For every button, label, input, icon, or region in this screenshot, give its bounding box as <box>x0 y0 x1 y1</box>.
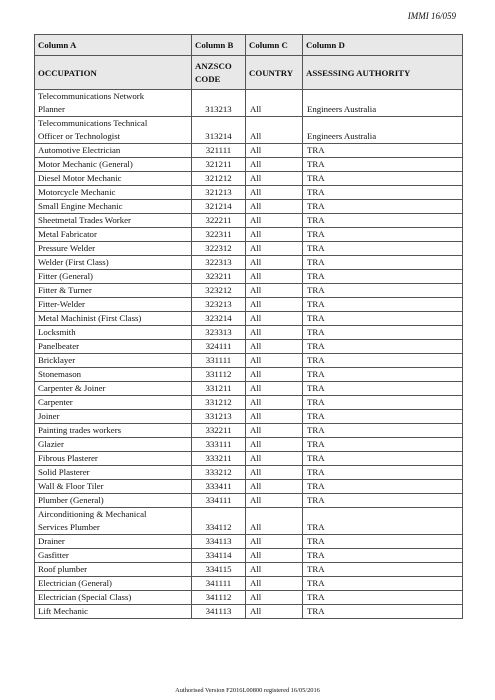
country-cell: All <box>246 368 303 382</box>
assessing-authority-cell: TRA <box>303 466 463 480</box>
occupation-line: Painting trades workers <box>38 425 122 435</box>
assessing-authority-cell: TRA <box>303 326 463 340</box>
document-reference: IMMI 16/059 <box>407 11 456 21</box>
table-row <box>35 228 463 242</box>
occupation-cell <box>35 591 192 605</box>
table-row <box>35 549 463 563</box>
country-cell: All <box>246 117 303 144</box>
authorisation-footer: Authorised Version F2016L00800 registered 16/05/2016 <box>175 687 320 694</box>
occupation-line: Planner <box>38 104 65 114</box>
occupation-line: Electrician (Special Class) <box>38 592 132 602</box>
occupation-line: Bricklayer <box>38 355 76 365</box>
occupation-cell <box>35 256 192 270</box>
country-header: COUNTRY <box>246 56 303 90</box>
country-cell: All <box>246 424 303 438</box>
anzsco-code-header-line2: CODE <box>195 73 221 84</box>
occupation-cell <box>35 326 192 340</box>
country-cell: All <box>246 577 303 591</box>
occupation-table-body <box>35 35 463 619</box>
anzsco-code-cell: 331111 <box>192 354 246 368</box>
occupation-line: Joiner <box>38 411 60 421</box>
assessing-authority-header: ASSESSING AUTHORITY <box>303 56 463 90</box>
assessing-authority-cell: TRA <box>303 438 463 452</box>
anzsco-code-cell: 334114 <box>192 549 246 563</box>
occupation-cell <box>35 214 192 228</box>
country-cell: All <box>246 172 303 186</box>
anzsco-code-cell: 333212 <box>192 466 246 480</box>
country-cell: All <box>246 438 303 452</box>
assessing-authority-cell: TRA <box>303 172 463 186</box>
occupation-cell <box>35 172 192 186</box>
country-cell: All <box>246 326 303 340</box>
occupation-cell <box>35 117 192 144</box>
occupation-line: Solid Plasterer <box>38 467 90 477</box>
anzsco-code-header-line1: ANZSCO <box>195 60 232 71</box>
table-row <box>35 90 463 117</box>
occupation-line: Roof plumber <box>38 564 88 574</box>
country-cell: All <box>246 214 303 228</box>
occupation-cell <box>35 144 192 158</box>
occupation-line: Lift Mechanic <box>38 606 89 616</box>
country-cell: All <box>246 354 303 368</box>
anzsco-code-cell: 333411 <box>192 480 246 494</box>
table-row <box>35 424 463 438</box>
table-row <box>35 284 463 298</box>
occupation-line: Carpenter & Joiner <box>38 383 106 393</box>
assessing-authority-cell: TRA <box>303 228 463 242</box>
table-row <box>35 200 463 214</box>
occupation-cell <box>35 228 192 242</box>
occupation-cell <box>35 340 192 354</box>
country-cell: All <box>246 508 303 535</box>
occupation-line: Fitter & Turner <box>38 285 92 295</box>
assessing-authority-cell: TRA <box>303 144 463 158</box>
table-row <box>35 186 463 200</box>
anzsco-code-cell: 341112 <box>192 591 246 605</box>
occupation-cell <box>35 382 192 396</box>
country-cell: All <box>246 270 303 284</box>
assessing-authority-cell: TRA <box>303 298 463 312</box>
anzsco-code-cell: 331112 <box>192 368 246 382</box>
occupation-line: Small Engine Mechanic <box>38 201 123 211</box>
occupation-cell <box>35 563 192 577</box>
occupation-cell <box>35 410 192 424</box>
table-row <box>35 535 463 549</box>
country-cell: All <box>246 563 303 577</box>
table-row <box>35 438 463 452</box>
assessing-authority-cell: TRA <box>303 284 463 298</box>
occupation-line: Gasfitter <box>38 550 69 560</box>
country-cell: All <box>246 228 303 242</box>
anzsco-code-cell: 331213 <box>192 410 246 424</box>
occupation-cell <box>35 480 192 494</box>
assessing-authority-cell: TRA <box>303 242 463 256</box>
anzsco-code-cell: 332211 <box>192 424 246 438</box>
occupation-cell <box>35 298 192 312</box>
occupation-line: Fibrous Plasterer <box>38 453 98 463</box>
occupation-cell <box>35 186 192 200</box>
table-row <box>35 158 463 172</box>
column-d-header: Column D <box>303 35 463 56</box>
occupation-cell <box>35 605 192 619</box>
country-cell: All <box>246 410 303 424</box>
anzsco-code-cell: 321211 <box>192 158 246 172</box>
country-cell: All <box>246 90 303 117</box>
country-cell: All <box>246 535 303 549</box>
occupation-cell <box>35 284 192 298</box>
anzsco-code-header <box>192 56 246 90</box>
table-row <box>35 577 463 591</box>
table-row <box>35 298 463 312</box>
table-row <box>35 563 463 577</box>
anzsco-code-cell: 323313 <box>192 326 246 340</box>
occupation-cell <box>35 424 192 438</box>
country-cell: All <box>246 480 303 494</box>
assessing-authority-cell: TRA <box>303 508 463 535</box>
anzsco-code-cell: 322311 <box>192 228 246 242</box>
occupation-line: Panelbeater <box>38 341 80 351</box>
table-row <box>35 172 463 186</box>
assessing-authority-cell: TRA <box>303 270 463 284</box>
anzsco-code-cell: 322312 <box>192 242 246 256</box>
table-row <box>35 396 463 410</box>
occupation-line: Officer or Technologist <box>38 131 121 141</box>
assessing-authority-cell: TRA <box>303 424 463 438</box>
table-row <box>35 382 463 396</box>
occupation-line: Welder (First Class) <box>38 257 109 267</box>
occupation-cell <box>35 270 192 284</box>
occupation-line: Motor Mechanic (General) <box>38 159 133 169</box>
country-cell: All <box>246 382 303 396</box>
occupation-line: Fitter (General) <box>38 271 93 281</box>
occupation-header: OCCUPATION <box>35 56 192 90</box>
anzsco-code-cell: 323212 <box>192 284 246 298</box>
assessing-authority-cell: TRA <box>303 256 463 270</box>
assessing-authority-cell: TRA <box>303 549 463 563</box>
occupation-line: Pressure Welder <box>38 243 96 253</box>
table-row <box>35 494 463 508</box>
country-cell: All <box>246 466 303 480</box>
occupation-cell <box>35 200 192 214</box>
assessing-authority-cell: TRA <box>303 494 463 508</box>
column-c-header: Column C <box>246 35 303 56</box>
country-cell: All <box>246 158 303 172</box>
occupation-cell <box>35 312 192 326</box>
table-row <box>35 270 463 284</box>
table-row <box>35 326 463 340</box>
occupation-cell <box>35 577 192 591</box>
occupation-cell <box>35 452 192 466</box>
occupation-cell <box>35 466 192 480</box>
assessing-authority-cell: TRA <box>303 480 463 494</box>
occupation-line: Diesel Motor Mechanic <box>38 173 122 183</box>
country-cell: All <box>246 144 303 158</box>
table-row <box>35 480 463 494</box>
assessing-authority-cell: TRA <box>303 577 463 591</box>
assessing-authority-cell: TRA <box>303 410 463 424</box>
table-row <box>35 605 463 619</box>
occupation-line: Metal Fabricator <box>38 229 97 239</box>
anzsco-code-cell: 323213 <box>192 298 246 312</box>
anzsco-code-cell: 322313 <box>192 256 246 270</box>
country-cell: All <box>246 312 303 326</box>
occupation-line: Locksmith <box>38 327 76 337</box>
occupation-line: Metal Machinist (First Class) <box>38 313 142 323</box>
country-cell: All <box>246 494 303 508</box>
anzsco-code-cell: 323214 <box>192 312 246 326</box>
field-header-row <box>35 56 463 90</box>
table-row <box>35 368 463 382</box>
occupation-line: Stonemason <box>38 369 82 379</box>
occupation-cell <box>35 242 192 256</box>
occupation-line: Wall & Floor Tiler <box>38 481 104 491</box>
table-row <box>35 117 463 144</box>
country-cell: All <box>246 591 303 605</box>
occupation-cell <box>35 354 192 368</box>
table-row <box>35 144 463 158</box>
table-row <box>35 312 463 326</box>
column-b-header: Column B <box>192 35 246 56</box>
anzsco-code-cell: 341113 <box>192 605 246 619</box>
occupation-line: Telecommunications Network <box>38 91 145 101</box>
table-row <box>35 354 463 368</box>
table-row <box>35 340 463 354</box>
occupation-line: Motorcycle Mechanic <box>38 187 116 197</box>
assessing-authority-cell: TRA <box>303 214 463 228</box>
occupation-line: Airconditioning & Mechanical <box>38 509 147 519</box>
anzsco-code-cell: 334113 <box>192 535 246 549</box>
anzsco-code-cell: 324111 <box>192 340 246 354</box>
occupation-line: Fitter-Welder <box>38 299 85 309</box>
table-row <box>35 410 463 424</box>
anzsco-code-cell: 333211 <box>192 452 246 466</box>
anzsco-code-cell: 321213 <box>192 186 246 200</box>
country-cell: All <box>246 340 303 354</box>
occupation-line: Services Plumber <box>38 522 100 532</box>
assessing-authority-cell: TRA <box>303 354 463 368</box>
anzsco-code-cell: 321111 <box>192 144 246 158</box>
country-cell: All <box>246 396 303 410</box>
occupation-line: Glazier <box>38 439 64 449</box>
table-row <box>35 591 463 605</box>
anzsco-code-cell: 313214 <box>192 117 246 144</box>
anzsco-code-cell: 321214 <box>192 200 246 214</box>
country-cell: All <box>246 605 303 619</box>
occupation-cell <box>35 368 192 382</box>
country-cell: All <box>246 549 303 563</box>
country-cell: All <box>246 452 303 466</box>
column-a-header: Column A <box>35 35 192 56</box>
occupation-line: Telecommunications Technical <box>38 118 148 128</box>
anzsco-code-cell: 321212 <box>192 172 246 186</box>
assessing-authority-cell: Engineers Australia <box>303 117 463 144</box>
assessing-authority-cell: TRA <box>303 368 463 382</box>
occupation-line: Plumber (General) <box>38 495 104 505</box>
occupation-line: Electrician (General) <box>38 578 112 588</box>
assessing-authority-cell: TRA <box>303 200 463 214</box>
occupation-table <box>34 34 463 619</box>
country-cell: All <box>246 284 303 298</box>
table-row <box>35 466 463 480</box>
assessing-authority-cell: TRA <box>303 340 463 354</box>
anzsco-code-cell: 341111 <box>192 577 246 591</box>
country-cell: All <box>246 256 303 270</box>
occupation-line: Drainer <box>38 536 65 546</box>
anzsco-code-cell: 322211 <box>192 214 246 228</box>
occupation-line: Automotive Electrician <box>38 145 121 155</box>
anzsco-code-cell: 334111 <box>192 494 246 508</box>
assessing-authority-cell: TRA <box>303 605 463 619</box>
occupation-cell <box>35 508 192 535</box>
occupation-line: Carpenter <box>38 397 73 407</box>
occupation-cell <box>35 549 192 563</box>
occupation-cell <box>35 396 192 410</box>
anzsco-code-cell: 331211 <box>192 382 246 396</box>
anzsco-code-cell: 333111 <box>192 438 246 452</box>
table-row <box>35 214 463 228</box>
column-letter-header-row <box>35 35 463 56</box>
assessing-authority-cell: TRA <box>303 186 463 200</box>
occupation-cell <box>35 158 192 172</box>
assessing-authority-cell: TRA <box>303 563 463 577</box>
anzsco-code-cell: 331212 <box>192 396 246 410</box>
occupation-line: Sheetmetal Trades Worker <box>38 215 131 225</box>
assessing-authority-cell: TRA <box>303 382 463 396</box>
occupation-cell <box>35 438 192 452</box>
assessing-authority-cell: TRA <box>303 591 463 605</box>
assessing-authority-cell: TRA <box>303 535 463 549</box>
assessing-authority-cell: TRA <box>303 312 463 326</box>
anzsco-code-cell: 323211 <box>192 270 246 284</box>
table-row <box>35 242 463 256</box>
country-cell: All <box>246 242 303 256</box>
table-row <box>35 256 463 270</box>
assessing-authority-cell: TRA <box>303 452 463 466</box>
anzsco-code-cell: 334112 <box>192 508 246 535</box>
assessing-authority-cell: TRA <box>303 158 463 172</box>
anzsco-code-cell: 334115 <box>192 563 246 577</box>
table-row <box>35 452 463 466</box>
anzsco-code-cell: 313213 <box>192 90 246 117</box>
occupation-cell <box>35 90 192 117</box>
occupation-cell <box>35 494 192 508</box>
country-cell: All <box>246 200 303 214</box>
assessing-authority-cell: Engineers Australia <box>303 90 463 117</box>
country-cell: All <box>246 298 303 312</box>
table-row <box>35 508 463 535</box>
country-cell: All <box>246 186 303 200</box>
assessing-authority-cell: TRA <box>303 396 463 410</box>
occupation-cell <box>35 535 192 549</box>
